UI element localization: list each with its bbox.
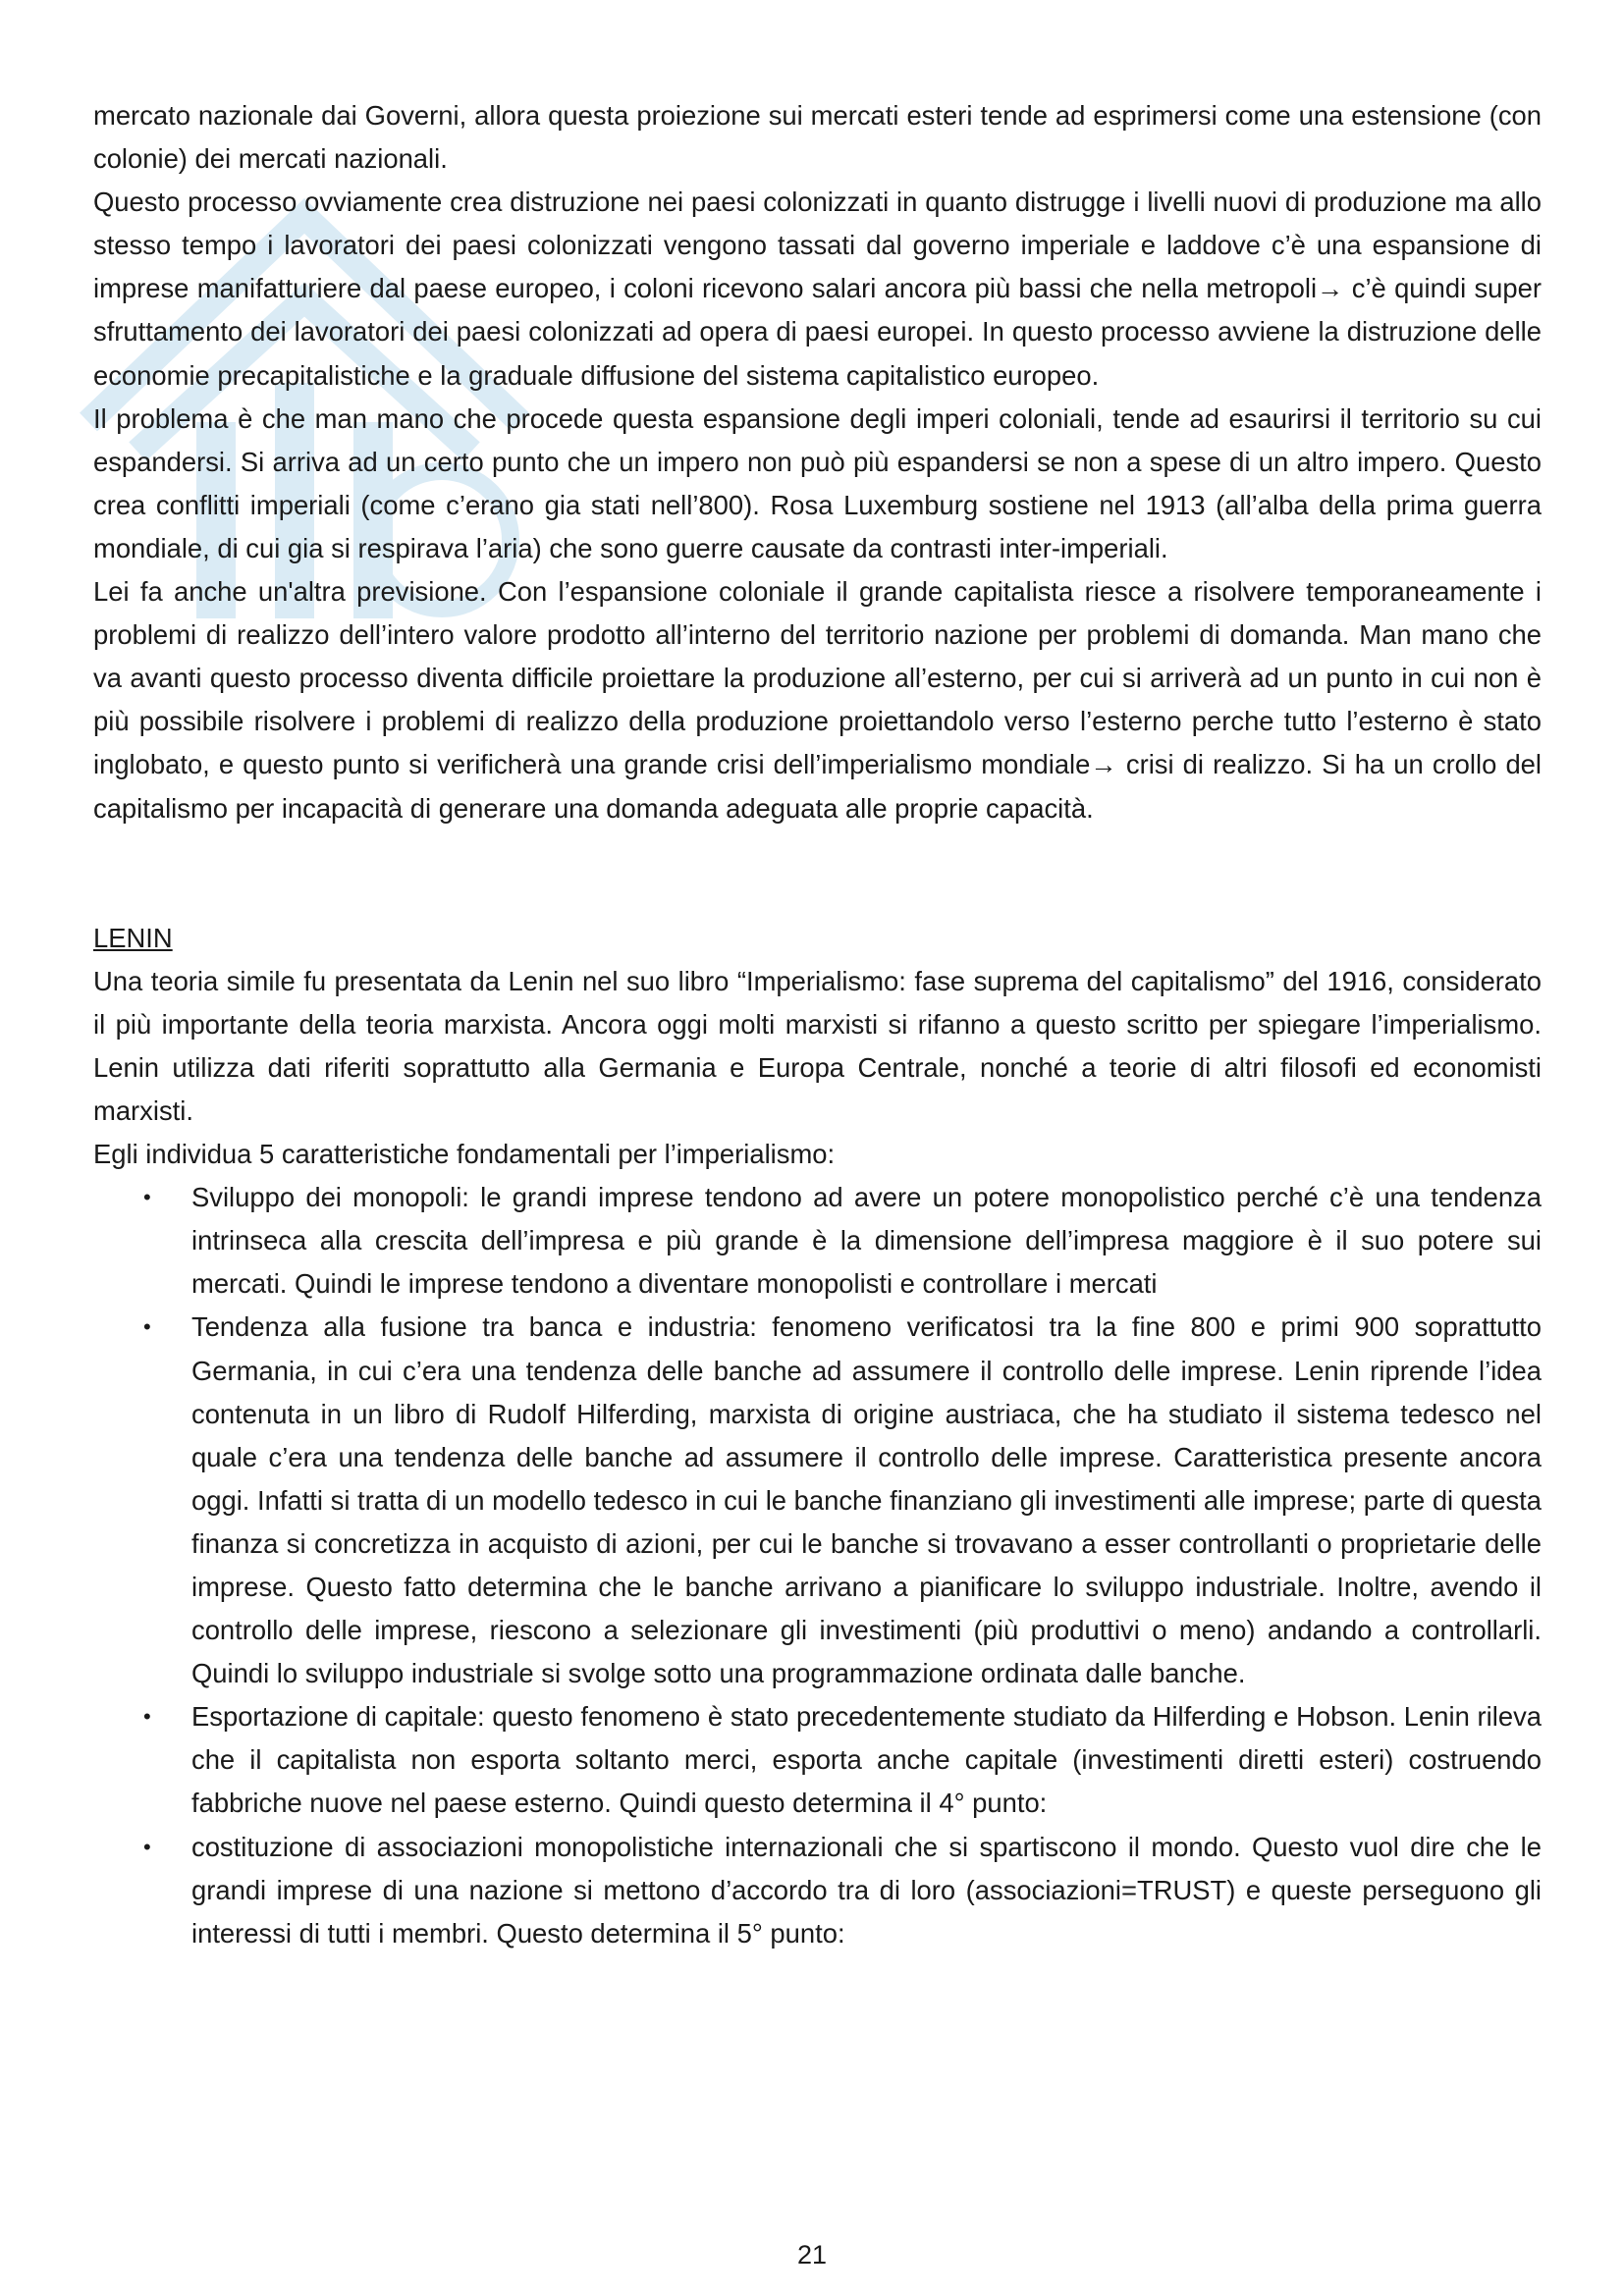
section-heading-lenin: LENIN [93,922,173,953]
list-item [93,1826,1542,1955]
paragraph-lenin-intro: Una teoria simile fu presentata da Lenin nel suo libro “Imperialismo: fase suprema del capitalismo” del 1916, considerato il più importante della teoria marxista. Ancora oggi molti marxisti si rifanno a questo scritto per spiegare l’imperialismo. Lenin utilizza dati riferiti soprattutto alla Germania e Europa Centrale, nonché a teorie di altri filosofi ed economisti marxisti. [93,965,1542,1126]
bullet-icon: • [143,1185,151,1210]
characteristics-list [93,1176,1542,1955]
bullet-icon: • [143,1834,151,1859]
section-gap [93,830,1542,917]
list-item-text: Esportazione di capitale: questo fenomeno è stato precedentemente studiato da Hilferding e Hobson. Lenin rileva che il capitalista non esporta soltanto merci, esporta anche capitale (investimenti diretti esteri) costruendo fabbriche nuove nel paese esterno. Quindi questo determina il 4° punto: [191,1701,1542,1819]
paragraph-crisis-prediction: Lei fa anche un'altra previsione. Con l’espansione coloniale il grande capitalista riesce a risolvere temporaneamente i problemi di realizzo dell’intero valore prodotto all’interno del territorio nazione per problemi di domanda. Man mano che va avanti questo processo diventa difficile proiettare la produzione all’esterno, per cui si arriverà ad un punto in cui non è più possibile risolvere i problemi di realizzo della produzione proiettandolo verso l’esterno perche tutto l’esterno è stato inglobato, e questo punto si verificherà una grande crisi dell’imperialismo mondiale→ crisi di realizzo. Si ha un crollo del capitalismo per incapacità di generare una domanda adeguata alle proprie capacità. [93,576,1542,824]
paragraph-imperial-conflicts: Il problema è che man mano che procede questa espansione degli imperi coloniali, tende ad esaurirsi il territorio su cui espandersi. Si arriva ad un certo punto che un impero non può più espandersi se non a spese di un altro impero. Questo crea conflitti imperiali (come c’erano gia stati nell’800). Rosa Luxemburg sostiene nel 1913 (all’alba della prima guerra mondiale, di cui gia si respirava l’aria) che sono guerre causate da contrasti inter-imperiali. [93,402,1542,563]
bullet-icon: • [143,1704,151,1730]
paragraph-lenin-lead: Egli individua 5 caratteristiche fondamentali per l’imperialismo: [93,1139,836,1170]
list-item [93,1695,1542,1825]
list-item-text: Tendenza alla fusione tra banca e industria: fenomeno verificatosi tra la fine 800 e primi 900 soprattutto Germania, in cui c’era una tendenza delle banche ad assumere il controllo delle imprese. Lenin riprende l’idea contenuta in un libro di Rudolf Hilferding, marxista di origine austriaca, che ha studiato il sistema tedesco nel quale c’era una tendenza delle banche ad assumere il controllo delle imprese. Caratteristica presente ancora oggi. Infatti si tratta di un modello tedesco in cui le banche finanziano gli investimenti alle imprese; parte di questa finanza si concretizza in acquisto di azioni, per cui le banche si trovavano a esser controllanti o proprietarie delle imprese. Questo fatto determina che le banche arrivano a pianificare lo sviluppo industriale. Inoltre, avendo il controllo delle imprese, riescono a selezionare gli investimenti (più produttivi o meno) andando a controllarli. Quindi lo sviluppo industriale si svolge sotto una programmazione ordinata dalle banche. [191,1311,1542,1689]
document-body [93,94,1542,1955]
bullet-icon: • [143,1314,151,1340]
list-item-text: Sviluppo dei monopoli: le grandi imprese tendono ad avere un potere monopolistico perché c’è una tendenza intrinseca alla crescita dell’impresa e più grande è la dimensione dell’impresa maggiore è il suo potere sui mercati. Quindi le imprese tendono a diventare monopolisti e controllare i mercati [191,1182,1542,1300]
paragraph-colonization: Questo processo ovviamente crea distruzione nei paesi colonizzati in quanto distrugge i livelli nuovi di produzione ma allo stesso tempo i lavoratori dei paesi colonizzati vengono tassati dal governo imperiale e laddove c’è una espansione di imprese manifatturiere dal paese europeo, i coloni ricevono salari ancora più bassi che nella metropoli→ c’è quindi super sfruttamento dei lavoratori dei paesi colonizzati ad opera di paesi europei. In questo processo avviene la distruzione delle economie precapitalistiche e la graduale diffusione del sistema capitalistico europeo. [93,187,1542,391]
list-item [93,1306,1542,1695]
paragraph-continuation: mercato nazionale dai Governi, allora questa proiezione sui mercati esteri tende ad esprimersi come una estensione (con colonie) dei mercati nazionali. [93,100,1542,175]
list-item-text: costituzione di associazioni monopolistiche internazionali che si spartiscono il mondo. Questo vuol dire che le grandi imprese di una nazione si mettono d’accordo tra di loro (associazioni=TRUST) e queste perseguono gli interessi di tutti i membri. Questo determina il 5° punto: [191,1831,1542,1949]
list-item [93,1176,1542,1306]
page-number: 21 [796,2240,828,2269]
